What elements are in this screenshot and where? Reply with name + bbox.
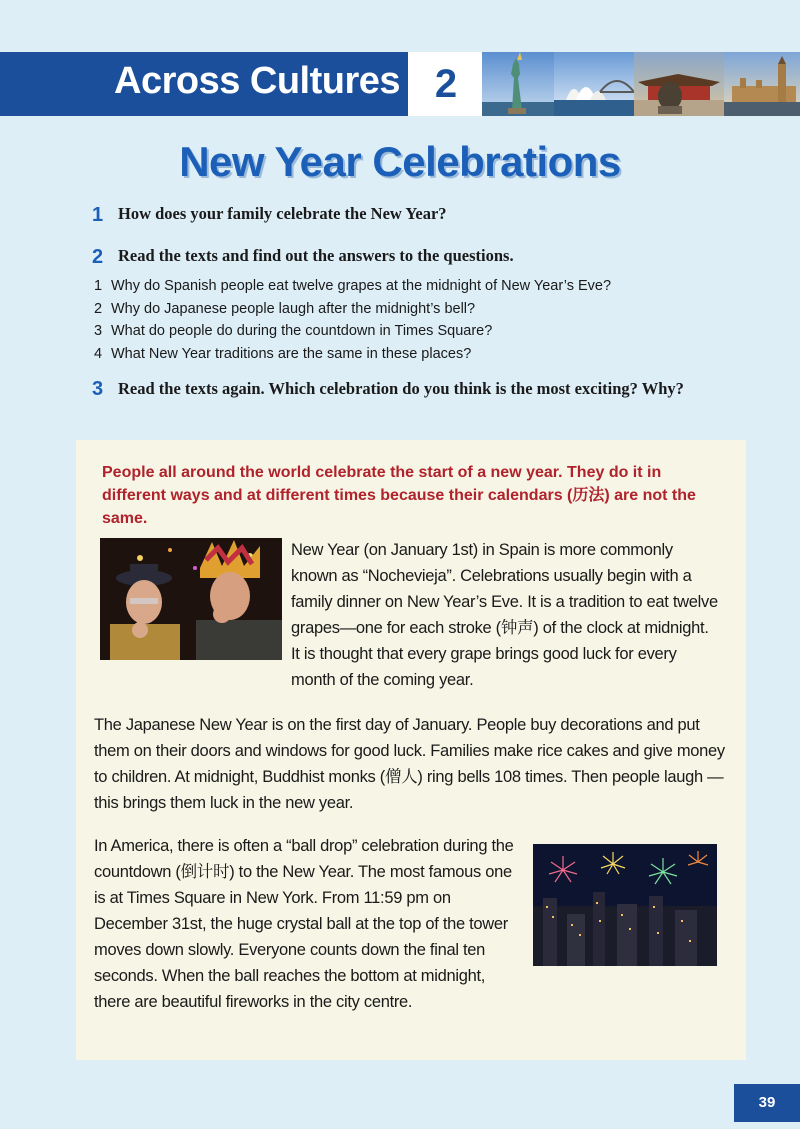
reading-intro: People all around the world celebrate the start of a new year. They do it in different ways and at different times because their calendars (历法) are not the same. bbox=[102, 464, 696, 527]
question-number: 1 bbox=[94, 278, 103, 294]
question-text: Why do Spanish people eat twelve grapes at the midnight of New Year’s Eve? bbox=[111, 278, 612, 294]
step-number: 1 bbox=[92, 204, 104, 226]
question-text: Why do Japanese people laugh after the midnight’s bell? bbox=[111, 300, 476, 317]
step-3 bbox=[92, 378, 692, 400]
america-paragraph: In America, there is often a “ball drop” celebration during the countdown (倒计时) to the New Year. The most famous one is at Times Square in New York. From 11:59 pm on December 31st, the huge crystal ball at the top of the tower moves down slowly. Everyone counts down the final ten seconds. When the ball reaches the bottom at midnight, there are beautiful fireworks in the city centre. bbox=[94, 837, 514, 1011]
question-list bbox=[94, 275, 611, 365]
question-item bbox=[94, 298, 611, 321]
sydney-opera-house-photo bbox=[554, 52, 634, 116]
new-york-fireworks-photo bbox=[533, 844, 717, 966]
question-item bbox=[94, 320, 611, 343]
step-text: Read the texts and find out the answers to the questions. bbox=[118, 246, 514, 265]
step-text: How does your family celebrate the New Year? bbox=[118, 204, 447, 223]
spain-grapes-photo bbox=[100, 538, 282, 660]
japan-paragraph: The Japanese New Year is on the first day of January. People buy decorations and put them on their doors and windows for good luck. Families make rice cakes and give money to children. At midnight, Buddhist monks (僧人) ring bells 108 times. Then people laugh — this brings them luck in the new year. bbox=[94, 716, 725, 812]
banner-title: Across Cultures bbox=[114, 60, 401, 102]
step-1 bbox=[92, 204, 447, 227]
unit-number: 2 bbox=[434, 62, 458, 106]
step-number: 2 bbox=[92, 246, 104, 268]
page-title: New Year Celebrations bbox=[179, 138, 621, 185]
page-number: 39 bbox=[734, 1084, 800, 1122]
question-item bbox=[94, 275, 611, 298]
step-number: 3 bbox=[92, 378, 104, 400]
header-banner bbox=[0, 52, 800, 116]
question-text: What New Year traditions are the same in these places? bbox=[111, 345, 472, 362]
statue-of-liberty-photo bbox=[482, 52, 554, 116]
question-item bbox=[94, 343, 611, 366]
forbidden-city-photo bbox=[634, 52, 724, 116]
question-text: What do people do during the countdown in Times Square? bbox=[111, 323, 493, 339]
question-number: 3 bbox=[94, 323, 103, 339]
step-2 bbox=[92, 246, 514, 269]
question-number: 2 bbox=[94, 300, 103, 317]
step-text: Read the texts again. Which celebration do you think is the most exciting? Why? bbox=[118, 379, 684, 398]
question-number: 4 bbox=[94, 345, 103, 362]
spain-paragraph: New Year (on January 1st) in Spain is more commonly known as “Nochevieja”. Celebrations usually begin with a family dinner on New Year’s Eve. It is a tradition to eat twelve grapes—one for each stroke (钟声) of the clock at midnight. It is thought that every grape brings good luck for every month of the coming year. bbox=[291, 541, 718, 689]
banner-photo-strip bbox=[482, 52, 800, 116]
westminster-photo bbox=[724, 52, 800, 116]
